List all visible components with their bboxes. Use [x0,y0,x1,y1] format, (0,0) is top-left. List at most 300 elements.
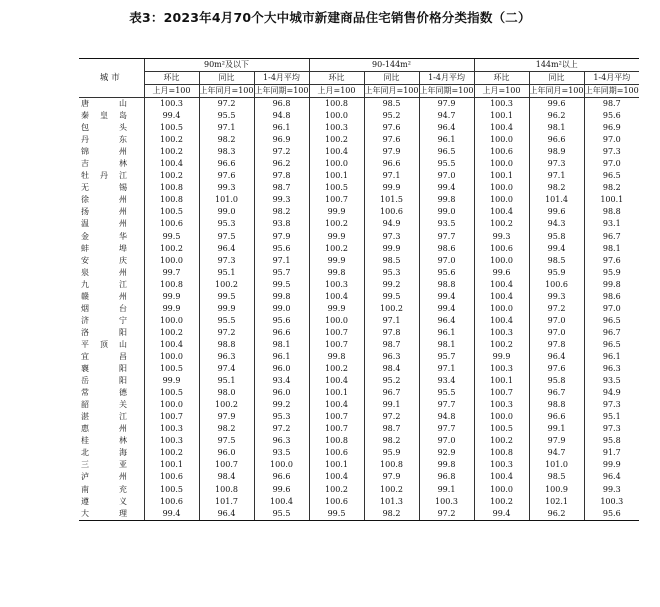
city-name-text: 九 江 [81,279,127,289]
index-value: 97.7 [419,423,474,435]
city-column-header: 城市 [79,59,144,98]
index-value: 93.5 [584,375,639,387]
city-name-text: 包 头 [81,123,127,133]
index-value: 95.2 [364,375,419,387]
index-value: 98.7 [364,339,419,351]
index-value: 95.3 [254,411,309,423]
index-value: 96.7 [364,387,419,399]
index-value: 97.2 [254,146,309,158]
index-value: 100.4 [309,291,364,303]
index-value: 100.2 [474,496,529,508]
subhead-1-1: 同比 [364,72,419,85]
table-row [79,182,639,194]
index-value: 97.6 [529,363,584,375]
index-value: 95.9 [529,267,584,279]
index-value: 99.5 [364,291,419,303]
index-value: 96.1 [419,327,474,339]
index-value: 100.4 [309,375,364,387]
table-row [79,327,639,339]
index-value: 100.3 [474,98,529,111]
subhead-1-0: 环比 [309,72,364,85]
city-name-text: 大 理 [81,508,127,518]
city-name-text: 岳 阳 [81,376,127,386]
index-value: 97.1 [199,122,254,134]
city-name-text: 丹 东 [81,135,127,145]
table-row [79,435,639,447]
index-value: 94.7 [529,447,584,459]
index-value: 100.0 [474,158,529,170]
city-name [79,411,144,423]
index-value: 98.5 [364,98,419,111]
index-value: 97.0 [419,435,474,447]
index-value: 96.3 [364,351,419,363]
index-value: 97.9 [529,435,584,447]
index-value: 97.3 [584,423,639,435]
index-value: 98.6 [419,243,474,255]
table-row [79,110,639,122]
index-value: 100.7 [309,327,364,339]
index-value: 97.9 [254,231,309,243]
city-name [79,110,144,122]
index-value: 100.8 [144,279,199,291]
city-name-text: 温 州 [81,219,127,229]
table-row [79,170,639,182]
index-value: 100.2 [199,399,254,411]
city-name-text: 南 充 [81,484,127,494]
subhead-2-1: 同比 [529,72,584,85]
index-value: 100.4 [144,158,199,170]
index-value: 97.3 [364,231,419,243]
index-value: 100.8 [309,435,364,447]
table-row [79,411,639,423]
index-value: 99.5 [309,508,364,521]
index-value: 95.5 [254,508,309,521]
subhead-2-0: 环比 [474,72,529,85]
index-value: 100.2 [144,170,199,182]
city-name-text: 泉 州 [81,267,127,277]
index-value: 99.4 [419,291,474,303]
index-value: 99.6 [474,267,529,279]
city-name [79,471,144,483]
index-value: 97.9 [364,471,419,483]
index-value: 96.2 [529,110,584,122]
index-value: 100.2 [144,134,199,146]
index-value: 98.8 [199,339,254,351]
index-value: 95.9 [584,267,639,279]
index-value: 96.0 [254,387,309,399]
index-value: 94.7 [419,110,474,122]
index-value: 97.3 [584,399,639,411]
index-value: 100.2 [474,339,529,351]
index-value: 96.7 [584,327,639,339]
base-0-0: 上月=100 [144,85,199,98]
index-value: 96.4 [584,471,639,483]
city-name [79,387,144,399]
index-value: 99.9 [364,243,419,255]
table-row [79,351,639,363]
index-value: 98.7 [364,423,419,435]
index-value: 100.2 [309,484,364,496]
index-value: 96.6 [529,134,584,146]
index-value: 98.9 [529,146,584,158]
index-value: 99.5 [254,279,309,291]
index-value: 96.3 [199,351,254,363]
index-value: 100.8 [199,484,254,496]
index-value: 99.7 [144,267,199,279]
index-value: 96.6 [529,411,584,423]
index-value: 99.6 [529,206,584,218]
index-value: 99.9 [309,303,364,315]
index-value: 100.2 [364,484,419,496]
index-value: 100.3 [144,435,199,447]
index-value: 100.2 [144,327,199,339]
index-value: 100.4 [474,471,529,483]
index-value: 95.1 [199,267,254,279]
index-value: 93.4 [254,375,309,387]
base-2-1: 上年同月=100 [529,85,584,98]
index-value: 97.6 [364,122,419,134]
index-value: 100.2 [309,243,364,255]
index-value: 95.6 [254,243,309,255]
city-name-text: 烟 台 [81,303,127,313]
index-value: 100.7 [309,194,364,206]
table-row [79,231,639,243]
index-value: 99.4 [419,182,474,194]
index-value: 96.4 [199,243,254,255]
index-value: 102.1 [529,496,584,508]
index-value: 97.1 [364,170,419,182]
city-name-text: 襄 阳 [81,364,127,374]
index-value: 99.4 [144,508,199,521]
index-value: 97.7 [419,231,474,243]
index-value: 99.6 [254,484,309,496]
index-value: 94.8 [419,411,474,423]
table-row [79,399,639,411]
table-row [79,218,639,230]
index-value: 100.2 [144,243,199,255]
base-1-2: 上年同期=100 [419,85,474,98]
group-header-medium: 90-144m² [309,59,474,72]
table-row [79,423,639,435]
city-name [79,363,144,375]
index-value: 97.2 [199,327,254,339]
table-row [79,484,639,496]
index-value: 98.3 [199,146,254,158]
index-value: 97.1 [254,255,309,267]
table-title: 表3：2023年4月70个大中城市新建商品住宅销售价格分类指数（二） [129,10,531,25]
index-value: 98.2 [199,423,254,435]
index-value: 100.2 [144,146,199,158]
index-value: 100.1 [474,110,529,122]
price-index-table [79,58,639,521]
index-value: 99.4 [419,303,474,315]
index-value: 100.5 [144,363,199,375]
index-value: 97.8 [364,327,419,339]
city-name [79,122,144,134]
index-value: 95.7 [254,267,309,279]
base-1-1: 上年同月=100 [364,85,419,98]
table-row [79,134,639,146]
index-value: 97.4 [199,363,254,375]
index-value: 97.1 [529,170,584,182]
city-name [79,194,144,206]
index-value: 100.0 [474,484,529,496]
index-value: 101.0 [199,194,254,206]
city-name [79,206,144,218]
index-value: 97.0 [584,158,639,170]
index-value: 97.2 [199,98,254,111]
index-value: 95.5 [419,387,474,399]
index-value: 100.0 [474,255,529,267]
index-value: 96.1 [254,351,309,363]
index-value: 97.6 [364,134,419,146]
index-value: 91.7 [584,447,639,459]
index-value: 101.4 [529,194,584,206]
group-header-large: 144m²以上 [474,59,639,72]
index-value: 96.1 [419,134,474,146]
index-value: 100.8 [364,459,419,471]
index-value: 100.4 [474,291,529,303]
index-value: 100.4 [474,315,529,327]
index-value: 98.5 [529,255,584,267]
index-value: 100.3 [584,496,639,508]
index-value: 100.0 [144,399,199,411]
index-value: 95.1 [584,411,639,423]
base-0-1: 上年同月=100 [199,85,254,98]
index-value: 96.3 [254,435,309,447]
index-value: 96.6 [254,327,309,339]
index-value: 100.3 [474,327,529,339]
index-value: 99.0 [254,303,309,315]
index-value: 99.3 [254,194,309,206]
index-value: 100.6 [144,218,199,230]
index-value: 97.0 [419,255,474,267]
index-value: 98.1 [419,339,474,351]
index-value: 97.9 [419,98,474,111]
index-value: 97.7 [419,399,474,411]
index-value: 98.8 [584,206,639,218]
index-value: 96.1 [584,351,639,363]
city-name-text: 平顶山 [81,339,127,349]
city-name [79,291,144,303]
index-value: 99.1 [419,484,474,496]
index-value: 100.0 [474,411,529,423]
city-name-text: 济 宁 [81,315,127,325]
index-value: 99.9 [364,182,419,194]
city-name [79,255,144,267]
index-value: 93.5 [419,218,474,230]
index-value: 99.6 [529,98,584,111]
index-value: 95.1 [199,375,254,387]
index-value: 99.9 [144,303,199,315]
index-value: 96.6 [199,158,254,170]
table-row [79,194,639,206]
index-value: 98.2 [584,182,639,194]
table-row [79,339,639,351]
city-name [79,508,144,521]
city-name [79,98,144,111]
city-name [79,170,144,182]
city-name-text: 宜 昌 [81,352,127,361]
index-value: 100.2 [364,303,419,315]
index-value: 97.0 [584,134,639,146]
index-value: 100.3 [309,122,364,134]
index-value: 93.1 [584,218,639,230]
city-name [79,134,144,146]
city-name-text: 蚌 埠 [81,243,127,253]
index-value: 99.0 [419,206,474,218]
index-value: 99.9 [144,291,199,303]
subhead-0-0: 环比 [144,72,199,85]
index-value: 97.5 [199,435,254,447]
index-value: 95.8 [529,375,584,387]
city-name [79,267,144,279]
city-name-text: 韶 关 [81,400,127,410]
city-name [79,218,144,230]
index-value: 100.4 [474,279,529,291]
index-value: 100.5 [474,423,529,435]
index-value: 100.3 [474,399,529,411]
index-value: 100.0 [474,182,529,194]
table-row [79,291,639,303]
city-name [79,496,144,508]
base-0-2: 上年同期=100 [254,85,309,98]
index-value: 100.8 [474,447,529,459]
index-value: 100.1 [309,459,364,471]
index-value: 99.4 [474,508,529,521]
table-row [79,496,639,508]
index-value: 100.5 [144,122,199,134]
index-value: 94.9 [584,387,639,399]
index-value: 100.7 [309,411,364,423]
index-value: 99.9 [584,459,639,471]
table-row [79,206,639,218]
city-name [79,327,144,339]
table-row [79,146,639,158]
table-row [79,122,639,134]
index-value: 100.8 [144,194,199,206]
index-value: 98.2 [529,182,584,194]
index-value: 100.2 [309,134,364,146]
index-value: 100.8 [309,98,364,111]
base-2-0: 上月=100 [474,85,529,98]
subhead-0-2: 1-4月平均 [254,72,309,85]
index-value: 100.3 [309,279,364,291]
index-value: 96.7 [584,231,639,243]
index-value: 100.1 [474,375,529,387]
index-value: 97.5 [199,231,254,243]
index-value: 100.7 [309,423,364,435]
index-value: 100.3 [419,496,474,508]
index-value: 95.8 [529,231,584,243]
index-value: 100.4 [309,399,364,411]
subhead-1-2: 1-4月平均 [419,72,474,85]
index-value: 97.2 [254,423,309,435]
city-name [79,315,144,327]
city-name [79,158,144,170]
index-value: 96.2 [529,508,584,521]
index-value: 100.7 [309,339,364,351]
index-value: 95.7 [419,351,474,363]
index-value: 98.1 [254,339,309,351]
index-value: 96.8 [254,98,309,111]
city-name [79,435,144,447]
index-value: 96.1 [254,122,309,134]
index-value: 92.9 [419,447,474,459]
index-value: 94.3 [529,218,584,230]
index-value: 100.3 [144,98,199,111]
city-name [79,279,144,291]
index-value: 100.6 [474,146,529,158]
index-value: 94.8 [254,110,309,122]
index-value: 99.4 [529,243,584,255]
index-value: 97.1 [419,363,474,375]
index-value: 96.7 [529,387,584,399]
index-value: 100.4 [144,339,199,351]
subhead-0-1: 同比 [199,72,254,85]
index-value: 96.4 [419,315,474,327]
index-value: 96.6 [254,471,309,483]
index-value: 96.0 [254,363,309,375]
index-value: 98.7 [584,98,639,111]
city-name-text: 赣 州 [81,291,127,301]
index-value: 100.4 [474,122,529,134]
index-value: 100.3 [474,459,529,471]
index-value: 93.5 [254,447,309,459]
city-name [79,484,144,496]
city-name [79,399,144,411]
city-name-text: 北 海 [81,448,127,458]
index-value: 95.5 [199,110,254,122]
index-value: 95.6 [254,315,309,327]
index-value: 95.6 [419,267,474,279]
table-row [79,279,639,291]
index-value: 99.3 [199,182,254,194]
index-value: 97.3 [199,255,254,267]
index-value: 97.3 [584,146,639,158]
table-row [79,303,639,315]
subhead-2-2: 1-4月平均 [584,72,639,85]
index-value: 99.2 [364,279,419,291]
index-value: 100.0 [144,255,199,267]
index-value: 100.7 [474,387,529,399]
index-value: 99.9 [144,375,199,387]
base-1-0: 上月=100 [309,85,364,98]
table-row [79,459,639,471]
table-row [79,315,639,327]
index-value: 97.0 [419,170,474,182]
index-value: 96.4 [529,351,584,363]
index-value: 98.4 [199,471,254,483]
city-name [79,459,144,471]
index-value: 97.6 [199,170,254,182]
index-value: 100.6 [529,279,584,291]
index-value: 100.6 [364,206,419,218]
index-value: 98.6 [584,291,639,303]
index-value: 93.4 [419,375,474,387]
index-value: 100.5 [144,387,199,399]
index-value: 96.5 [584,315,639,327]
index-value: 96.6 [364,158,419,170]
city-name-text: 三 亚 [81,460,127,470]
city-name-text: 遵 义 [81,496,127,506]
city-name-text: 安 庆 [81,255,127,265]
city-name [79,375,144,387]
index-value: 100.2 [474,435,529,447]
index-value: 96.2 [254,158,309,170]
index-value: 95.9 [364,447,419,459]
index-value: 98.5 [529,471,584,483]
